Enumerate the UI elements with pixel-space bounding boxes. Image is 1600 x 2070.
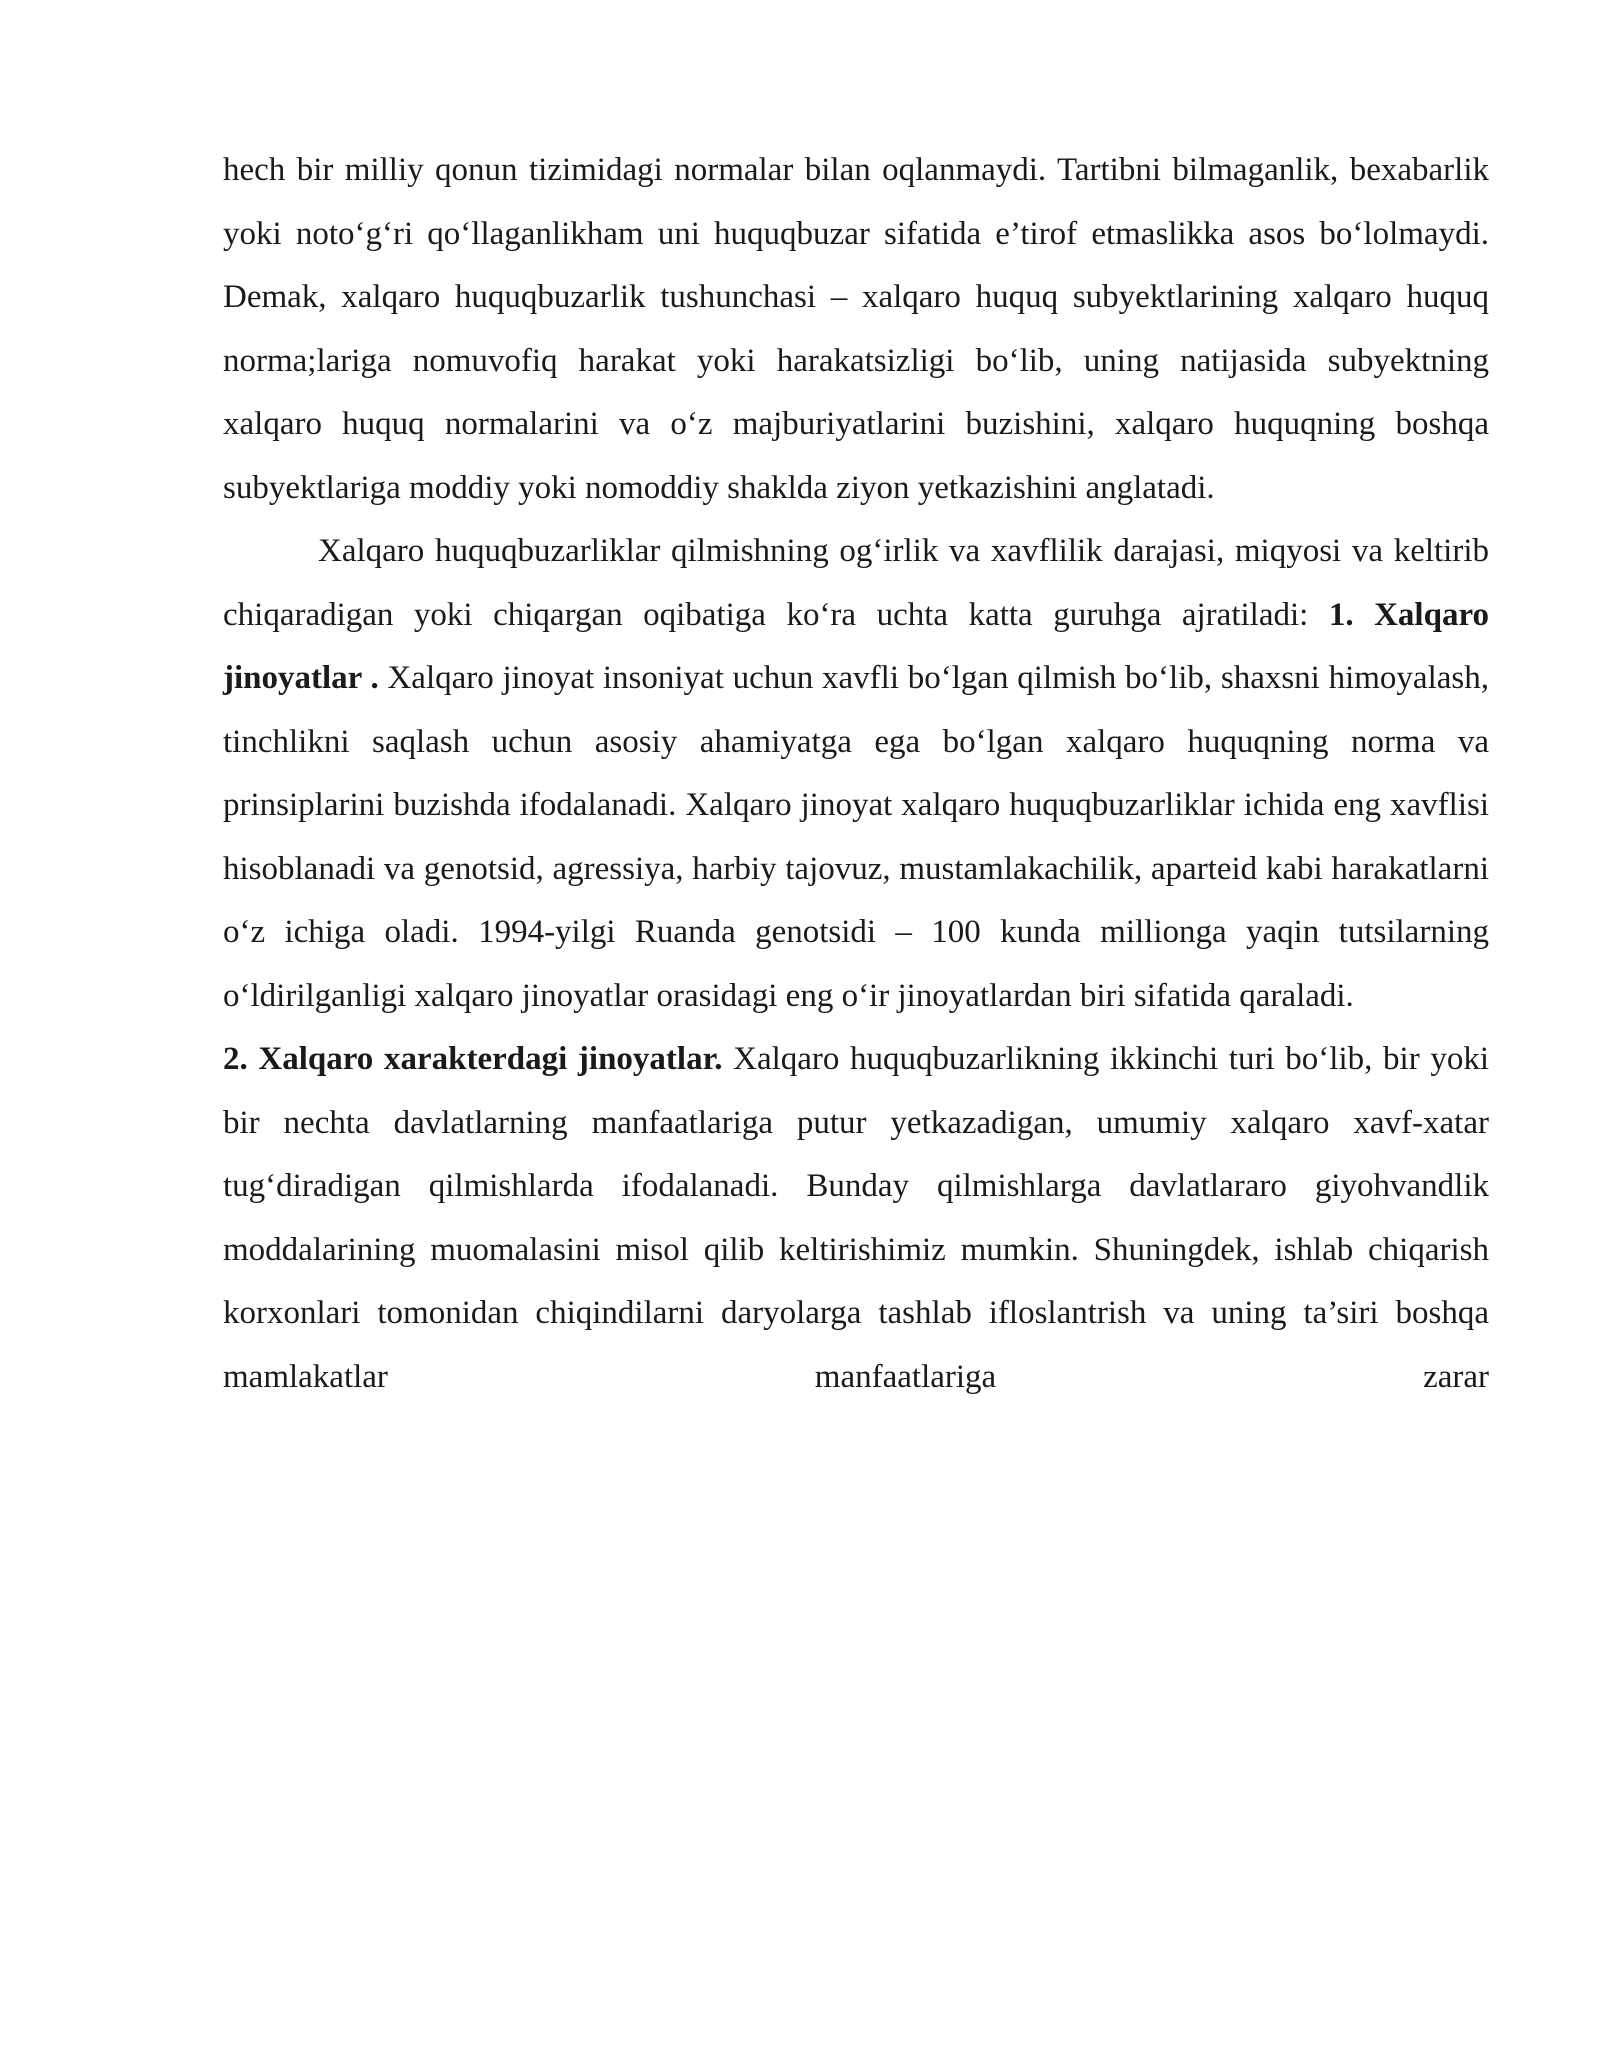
- paragraph-1: [223, 139, 1489, 520]
- paragraph-2-body: Xalqaro jinoyat insoniyat uchun xavfli bo‘lgan qilmish bo‘lib, shaxsni himoyalash, tinchlikni saqlash uchun asosiy ahamiyatga ega bo‘lgan xalqaro huquqning norma va prinsiplarini buzishda ifodalanadi. Xalqaro jinoyat xalqaro huquqbuzarliklar ichida eng xavflisi hisoblanadi va genotsid, agressiya, harbiy tajovuz, mustamlakachilik, aparteid kabi harakatlarni o‘z ichiga oladi. 1994-yilgi Ruanda genotsidi – 100 kunda millionga yaqin tutsilarning o‘ldirilganligi xalqaro jinoyatlar orasidagi eng o‘ir jinoyatlardan biri sifatida qaraladi.: [223, 660, 1489, 1014]
- paragraph-3-heading: 2. Xalqaro xarakterdagi jinoyatlar.: [223, 1041, 723, 1077]
- paragraph-3: [223, 1028, 1489, 1409]
- paragraph-2-heading: 1. Xalqaro jinoyatlar .: [223, 596, 1489, 696]
- document-body: [223, 139, 1489, 1409]
- paragraph-3-body: Xalqaro huquqbuzarlikning ikkinchi turi bo‘lib, bir yoki bir nechta davlatlarning manfaatlariga putur yetkazadigan, umumiy xalqaro xavf-xatar tug‘diradigan qilmishlarda ifodalanadi. Bunday qilmishlarga davlatlararo giyohvandlik moddalarining muomalasini misol qilib keltirishimiz mumkin. Shuningdek, ishlab chiqarish korxonlari tomonidan chiqindilarni daryolarga tashlab ifloslantrish va uning ta’siri boshqa mamlakatlar manfaatlariga zarar: [223, 1041, 1490, 1395]
- paragraph-2-intro: Xalqaro huquqbuzarliklar qilmishning og‘irlik va xavflilik darajasi, miqyosi va keltirib chiqaradigan yoki chiqargan oqibatiga ko‘ra uchta katta guruhga ajratiladi:: [223, 533, 1489, 633]
- paragraph-1-text: hech bir milliy qonun tizimidagi normalar bilan oqlanmaydi. Tartibni bilmaganlik, bexabarlik yoki noto‘g‘ri qo‘llaganlikham uni huquqbuzar sifatida e’tirof etmaslikka asos bo‘lolmaydi. Demak, xalqaro huquqbuzarlik tushunchasi – xalqaro huquq subyektlarining xalqaro huquq norma;lariga nomuvofiq harakat yoki harakatsizligi bo‘lib, uning natijasida subyektning xalqaro huquq normalarini va o‘z majburiyatlarini buzishini, xalqaro huquqning boshqa subyektlariga moddiy yoki nomoddiy shaklda ziyon yetkazishini anglatadi.: [223, 152, 1489, 506]
- paragraph-2: [223, 520, 1489, 1028]
